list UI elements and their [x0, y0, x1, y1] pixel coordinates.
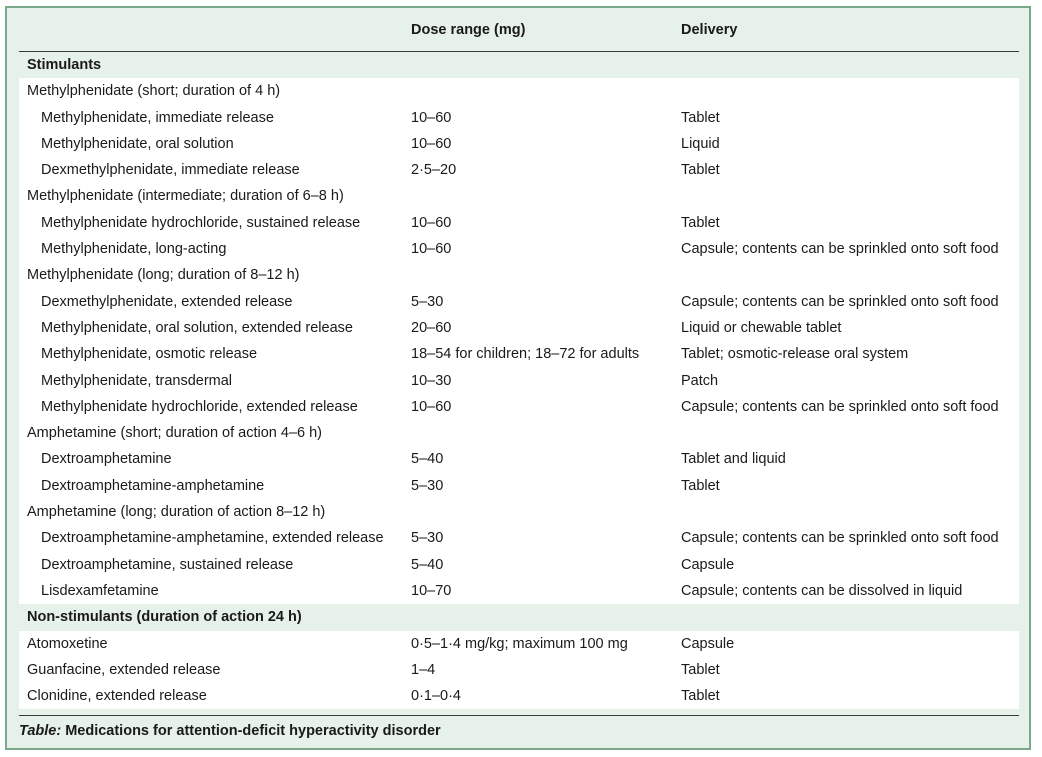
drug-name: Dextroamphetamine [41, 451, 172, 468]
caption-text: Medications for attention-deficit hyperactivity disorder [61, 723, 441, 739]
dose-range: 1–4 [411, 661, 436, 678]
drug-name: Methylphenidate, oral solution [41, 135, 234, 152]
table-row [19, 210, 1019, 236]
drug-name: Clonidine, extended release [27, 688, 207, 705]
delivery: Capsule; contents can be sprinkled onto soft food [681, 241, 999, 258]
table-header [19, 8, 1019, 52]
group-row [19, 499, 1019, 525]
drug-name: Methylphenidate, long-acting [41, 241, 227, 258]
group-row [19, 420, 1019, 446]
drug-name: Guanfacine, extended release [27, 661, 221, 678]
delivery: Capsule [681, 556, 735, 573]
dose-range: 20–60 [411, 319, 452, 336]
table-row [19, 131, 1019, 157]
dose-range: 0·5–1·4 mg/kg; maximum 100 mg [411, 635, 628, 652]
group-title: Methylphenidate (long; duration of 8–12 h) [27, 267, 300, 284]
table-row [19, 236, 1019, 262]
table-row [19, 578, 1019, 604]
dose-range: 5–40 [411, 556, 444, 573]
delivery: Tablet [681, 214, 720, 231]
delivery: Patch [681, 372, 719, 389]
table-row [19, 683, 1019, 709]
table-row [19, 157, 1019, 183]
table-row [19, 552, 1019, 578]
group-row [19, 183, 1019, 209]
delivery: Tablet [681, 162, 720, 179]
table-row [19, 525, 1019, 551]
table-frame [5, 6, 1031, 750]
dose-range: 18–54 for children; 18–72 for adults [411, 346, 640, 363]
table-body [19, 52, 1019, 709]
drug-name: Dextroamphetamine, sustained release [41, 556, 294, 573]
header-dose-range: Dose range (mg) [411, 22, 526, 38]
section-row [19, 52, 1019, 78]
dose-range: 10–70 [411, 582, 452, 599]
header-delivery: Delivery [681, 22, 738, 38]
drug-name: Methylphenidate, osmotic release [41, 346, 258, 363]
delivery: Tablet [681, 661, 720, 678]
delivery: Capsule; contents can be sprinkled onto soft food [681, 530, 999, 547]
delivery: Tablet and liquid [681, 451, 786, 468]
table-row [19, 446, 1019, 472]
table-row [19, 657, 1019, 683]
drug-name: Dexmethylphenidate, extended release [41, 293, 293, 310]
drug-name: Dextroamphetamine-amphetamine, extended release [41, 530, 384, 547]
table-caption [19, 715, 1019, 739]
group-row [19, 262, 1019, 288]
delivery: Tablet [681, 477, 720, 494]
delivery: Capsule; contents can be sprinkled onto soft food [681, 398, 999, 415]
group-row [19, 78, 1019, 104]
drug-name: Methylphenidate hydrochloride, extended release [41, 398, 358, 415]
dose-range: 5–30 [411, 477, 444, 494]
dose-range: 2·5–20 [411, 162, 457, 179]
caption-label: Table: [19, 723, 62, 739]
dose-range: 5–40 [411, 451, 444, 468]
dose-range: 10–60 [411, 109, 452, 126]
table-row [19, 631, 1019, 657]
table-row [19, 315, 1019, 341]
drug-name: Methylphenidate, transdermal [41, 372, 233, 389]
drug-name: Dexmethylphenidate, immediate release [41, 162, 300, 179]
drug-name: Lisdexamfetamine [41, 582, 159, 599]
group-title: Methylphenidate (intermediate; duration of 6–8 h) [27, 188, 344, 205]
delivery: Liquid or chewable tablet [681, 319, 842, 336]
group-title: Amphetamine (long; duration of action 8–12 h) [27, 504, 326, 521]
table-row [19, 289, 1019, 315]
table-row [19, 368, 1019, 394]
drug-name: Methylphenidate, oral solution, extended release [41, 319, 353, 336]
delivery: Liquid [681, 135, 720, 152]
dose-range: 10–60 [411, 214, 452, 231]
group-title: Amphetamine (short; duration of action 4–6 h) [27, 425, 322, 442]
drug-name: Methylphenidate, immediate release [41, 109, 274, 126]
delivery: Tablet [681, 109, 720, 126]
dose-range: 10–30 [411, 372, 452, 389]
drug-name: Atomoxetine [27, 635, 108, 652]
section-title: Non-stimulants (duration of action 24 h) [27, 609, 302, 626]
section-block [19, 78, 1019, 604]
dose-range: 0·1–0·4 [411, 688, 461, 705]
table-row [19, 341, 1019, 367]
dose-range: 5–30 [411, 293, 444, 310]
drug-name: Dextroamphetamine-amphetamine [41, 477, 265, 494]
delivery: Tablet [681, 688, 720, 705]
section-block [19, 631, 1019, 710]
delivery: Tablet; osmotic-release oral system [681, 346, 909, 363]
dose-range: 10–60 [411, 241, 452, 258]
dose-range: 10–60 [411, 135, 452, 152]
dose-range: 10–60 [411, 398, 452, 415]
delivery: Capsule [681, 635, 735, 652]
table-row [19, 105, 1019, 131]
section-row [19, 604, 1019, 630]
section-title: Stimulants [27, 57, 102, 73]
table-row [19, 394, 1019, 420]
group-title: Methylphenidate (short; duration of 4 h) [27, 83, 281, 100]
medications-table [19, 8, 1019, 709]
table-row [19, 473, 1019, 499]
delivery: Capsule; contents can be sprinkled onto soft food [681, 293, 999, 310]
delivery: Capsule; contents can be dissolved in liquid [681, 582, 963, 599]
drug-name: Methylphenidate hydrochloride, sustained release [41, 214, 361, 231]
dose-range: 5–30 [411, 530, 444, 547]
